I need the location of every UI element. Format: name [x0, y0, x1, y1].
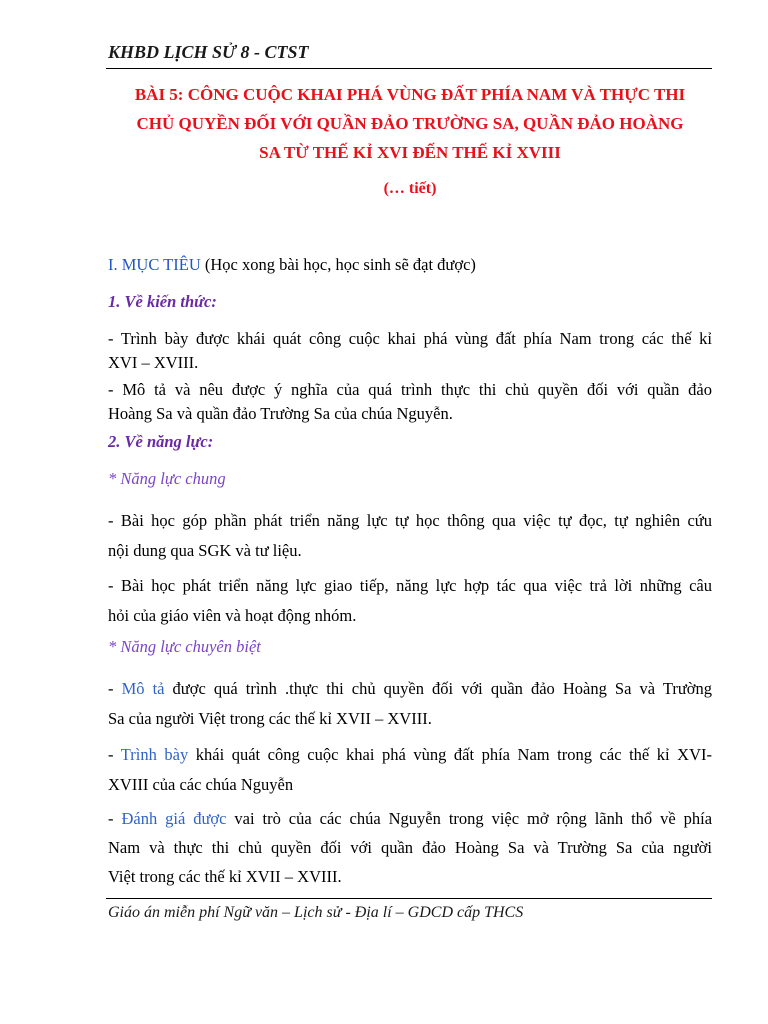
paragraph-text: vai trò của các chúa Nguyễn trong việc mở rộng lãnh thổ về phía — [226, 809, 713, 828]
general-ability-item-2 — [108, 571, 712, 631]
specific-ability-item-2 — [108, 740, 712, 800]
paragraph-line: - Mô tả và nêu được ý nghĩa của quá trình thực thi chủ quyền đối với quần đảo — [108, 380, 712, 399]
footer-divider — [106, 898, 712, 899]
section-heading: I. MỤC TIÊU — [108, 255, 201, 274]
knowledge-heading: 1. Về kiến thức: — [108, 292, 217, 311]
lesson-title-line: CHỦ QUYỀN ĐỐI VỚI QUẦN ĐẢO TRƯỜNG SA, QUẦN ĐẢO HOÀNG — [136, 114, 684, 133]
specific-ability-item-3 — [108, 804, 712, 891]
keyword: Trình bày — [120, 745, 189, 764]
lesson-period: (… tiết) — [383, 180, 437, 197]
specific-ability-item-1 — [108, 674, 712, 734]
lesson-title-line: SA TỪ THẾ KỈ XVI ĐẾN THẾ KỈ XVIII — [259, 143, 561, 162]
paragraph-line — [108, 740, 712, 770]
bullet-dash: - — [108, 679, 122, 698]
keyword: Đánh giá được — [121, 809, 227, 828]
header-title: KHBD LỊCH SỬ 8 - CTST — [108, 42, 309, 62]
footer-text: Giáo án miễn phí Ngữ văn – Lịch sử - Địa lí – GDCD cấp THCS — [108, 904, 524, 921]
paragraph-line: hỏi của giáo viên và hoạt động nhóm. — [108, 606, 357, 625]
header-divider — [106, 68, 712, 69]
lesson-title — [108, 80, 712, 167]
general-ability-heading: * Năng lực chung — [108, 469, 226, 488]
paragraph-line: Nam và thực thi chủ quyền đối với quần đảo Hoàng Sa và Trường Sa của người — [108, 838, 712, 857]
section-heading-note: (Học xong bài học, học sinh sẽ đạt được) — [200, 255, 476, 274]
ability-heading: 2. Về năng lực: — [108, 432, 214, 451]
paragraph-line: XVIII của các chúa Nguyễn — [108, 775, 294, 794]
paragraph-text: được quá trình .thực thi chủ quyền đối với quần đảo Hoàng Sa và Trường — [164, 679, 712, 698]
specific-ability-heading: * Năng lực chuyên biệt — [108, 637, 261, 656]
paragraph-line: Việt trong các thế kỉ XVII – XVIII. — [108, 867, 342, 886]
paragraph-line: XVI – XVIII. — [108, 353, 199, 372]
paragraph-line: - Bài học phát triển năng lực giao tiếp, năng lực hợp tác qua việc trả lời những câu — [108, 576, 712, 595]
paragraph-line — [108, 804, 712, 833]
paragraph-text: khái quát công cuộc khai phá vùng đất phía Nam trong các thế kỉ XVI- — [188, 745, 712, 764]
bullet-dash: - — [108, 745, 121, 764]
keyword: Mô tả — [121, 679, 165, 698]
section-objectives-heading — [108, 255, 712, 275]
paragraph-line: - Bài học góp phần phát triển năng lực tự học thông qua việc tự đọc, tự nghiên cứu — [108, 511, 712, 530]
paragraph-line — [108, 674, 712, 704]
bullet-dash: - — [108, 809, 122, 828]
knowledge-item-2 — [108, 378, 712, 426]
general-ability-item-1 — [108, 506, 712, 566]
paragraph-line: nội dung qua SGK và tư liệu. — [108, 541, 302, 560]
paragraph-line: Sa của người Việt trong các thế kỉ XVII – XVIII. — [108, 709, 432, 728]
lesson-title-line: BÀI 5: CÔNG CUỘC KHAI PHÁ VÙNG ĐẤT PHÍA NAM VÀ THỰC THI — [134, 85, 686, 104]
knowledge-item-1 — [108, 327, 712, 375]
paragraph-line: Hoàng Sa và quần đảo Trường Sa của chúa Nguyễn. — [108, 404, 453, 423]
paragraph-line: - Trình bày được khái quát công cuộc khai phá vùng đất phía Nam trong các thế kỉ — [108, 329, 712, 348]
